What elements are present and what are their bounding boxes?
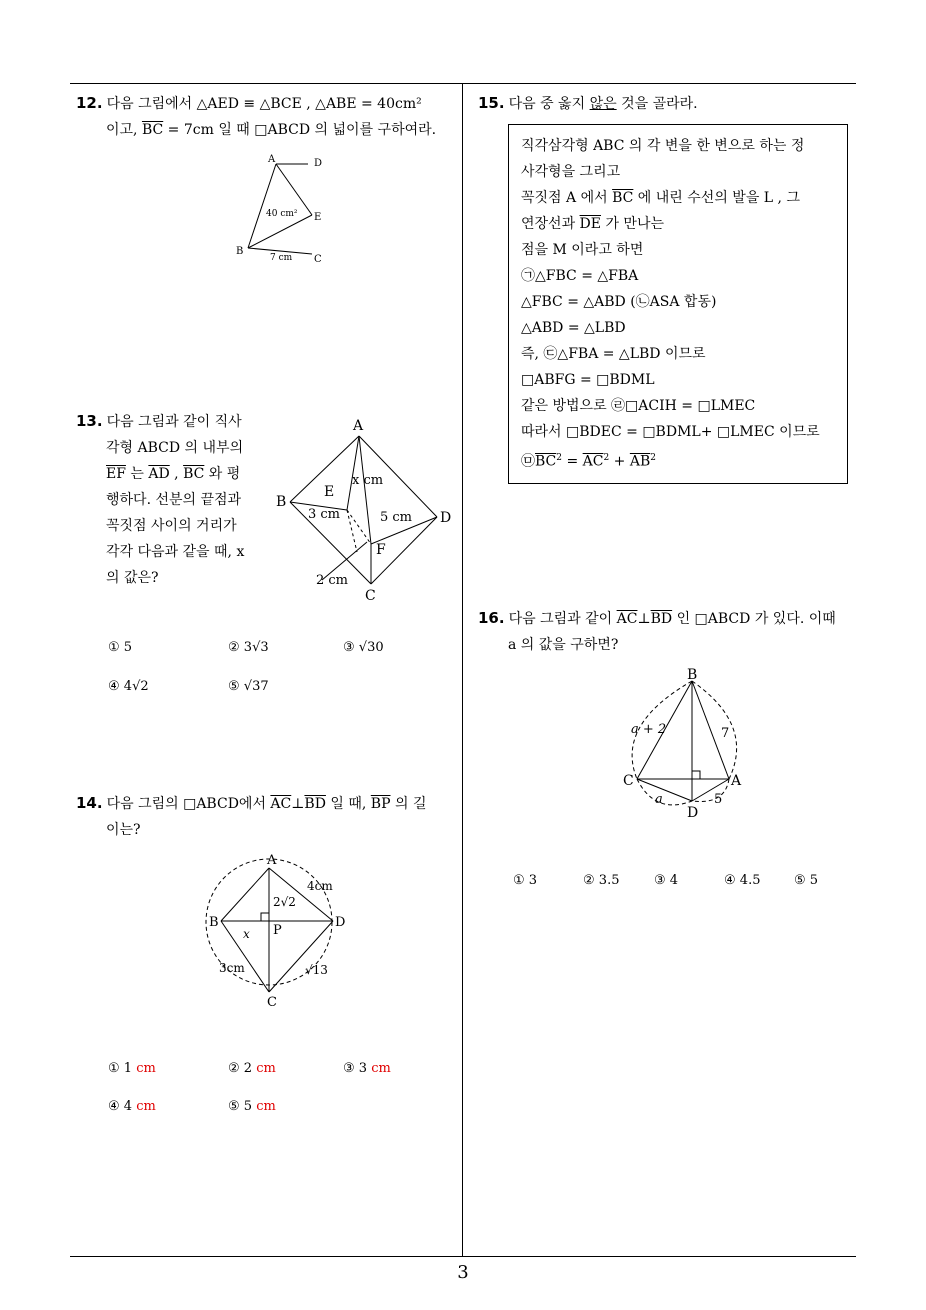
label-c: C — [267, 995, 277, 1010]
q13-option-5[interactable]: ⑤ √37 — [228, 679, 269, 694]
label-bp: x — [243, 927, 250, 941]
label-d: D — [440, 510, 452, 526]
label-d: D — [687, 805, 699, 821]
q16-option-1[interactable]: ① 3 — [513, 873, 538, 888]
label-a: A — [267, 853, 277, 868]
statement-5[interactable]: $㉤\overline{BC}^2 = \overline{AC}^2 + \overline{AB}^2$ — [521, 453, 656, 470]
label-bc-length: 7 cm — [270, 253, 293, 263]
label-f: F — [376, 542, 386, 558]
label-b: B — [687, 667, 698, 683]
column-divider — [462, 83, 463, 1257]
q14-figure — [205, 850, 355, 1010]
bottom-rule — [70, 1256, 856, 1257]
label-b: B — [209, 915, 219, 930]
question-13: 13. 다음 그림과 같이 직사 각형 ABCD 의 내부의 $\overline{EF}$ 는 $\overline{AD}$ , $\overline{BC}$ 와 평 행하다. 선분의 끝점과 꼭짓점 사이의 거리가 각각 다음과 같을 때, x 의 값은? — [76, 412, 245, 586]
q14-option-1[interactable]: ① 1 cm — [108, 1061, 156, 1076]
question-number: 15. — [478, 94, 505, 112]
label-e: E — [324, 484, 335, 500]
question-number: 12. — [76, 94, 103, 112]
q16-option-3[interactable]: ③ 4 — [654, 873, 679, 888]
q16-figure — [615, 665, 755, 825]
label-bc: 3cm — [219, 961, 245, 975]
label-bc: a + 2 — [631, 722, 667, 737]
q16-option-2[interactable]: ② 3.5 — [583, 873, 620, 888]
question-number: 16. — [478, 609, 505, 627]
label-c: C — [365, 588, 376, 604]
label-5cm: 5 cm — [380, 510, 413, 525]
label-ad: 5 — [714, 792, 723, 807]
question-number: 14. — [76, 794, 103, 812]
q16-option-4[interactable]: ④ 4.5 — [724, 873, 761, 888]
page-number: 3 — [457, 1262, 469, 1283]
q13-figure — [272, 412, 462, 607]
question-number: 13. — [76, 412, 103, 430]
label-x: x cm — [352, 473, 384, 488]
label-3cm: 3 cm — [308, 507, 341, 522]
label-c: C — [623, 773, 634, 789]
top-rule — [70, 83, 856, 84]
label-ap: 2√2 — [273, 895, 296, 909]
q14-option-5[interactable]: ⑤ 5 cm — [228, 1099, 276, 1114]
statement-4[interactable]: 같은 방법으로 ㉣□ACIH = □LMEC — [521, 398, 756, 414]
q13-option-3[interactable]: ③ √30 — [343, 640, 384, 655]
question-text: 다음 그림에서 △AED ≡ △BCE , △ABE = 40cm² — [106, 96, 422, 112]
label-a: A — [353, 418, 364, 434]
q14-option-4[interactable]: ④ 4 cm — [108, 1099, 156, 1114]
label-2cm: 2 cm — [316, 573, 349, 588]
question-12: 12. 다음 그림에서 △AED ≡ △BCE , △ABE = 40cm² 이고, $\overline{BC} = 7cm$ 일 때 □ABCD 의 넓이를 구하여라. — [76, 94, 437, 138]
label-b: B — [276, 494, 287, 510]
label-cd: √13 — [305, 963, 328, 977]
label-p: P — [273, 923, 282, 938]
q13-option-4[interactable]: ④ 4√2 — [108, 679, 149, 694]
q16-option-5[interactable]: ⑤ 5 — [794, 873, 819, 888]
label-area: 40 cm² — [266, 209, 298, 219]
label-b: B — [236, 246, 244, 257]
label-c: C — [314, 254, 322, 265]
statement-3[interactable]: 즉, ㉢△FBA = △LBD 이므로 — [521, 346, 706, 362]
question-16: 16. 다음 그림과 같이 $\overline{AC}\perp\overline{BD}$ 인 □ABCD 가 있다. 이때 a 의 값을 구하면? — [478, 609, 836, 653]
q14-option-2[interactable]: ② 2 cm — [228, 1061, 276, 1076]
question-15: 15. 다음 중 옳지 않은 것을 골라라. — [478, 94, 698, 112]
label-a: A — [731, 773, 742, 789]
segment-bc: $\overline{BC}$ — [141, 122, 164, 138]
label-ad: 4cm — [307, 879, 333, 893]
label-e: E — [314, 212, 322, 223]
question-14: 14. 다음 그림의 □ABCD에서 $\overline{AC}\perp\overline{BD}$ 일 때, $\overline{BP}$ 의 길 이는? — [76, 794, 427, 838]
q12-figure — [230, 150, 340, 265]
label-ab: 7 — [721, 726, 730, 741]
q14-option-3[interactable]: ③ 3 cm — [343, 1061, 391, 1076]
q13-option-1[interactable]: ① 5 — [108, 640, 133, 655]
q13-option-2[interactable]: ② 3√3 — [228, 640, 269, 655]
statement-2[interactable]: △FBC = △ABD (㉡ASA 합동) — [521, 294, 717, 310]
statement-1[interactable]: ㉠△FBC = △FBA — [521, 268, 639, 284]
label-a: A — [268, 154, 276, 165]
label-d: D — [314, 158, 323, 169]
label-d: D — [335, 915, 346, 930]
label-cd: a — [655, 792, 663, 807]
q15-statement-box: 직각삼각형 ABC 의 각 변을 한 변으로 하는 정 사각형을 그리고 꼭짓점 A 에서 $\overline{BC}$ 에 내린 수선의 발을 L , 그 연장선과 $\overline{DE}$ 가 만나는 점을 M 이라고 하면 ㉠△FBC = △FBA △FBC = △ABD (㉡ASA 합동) △ABD = △LBD 즉, ㉢△FBA = △LBD 이므로 □ABFG = □BDML 같은 방법으로 ㉣□ACIH = □LMEC 따라서 □BDEC = □BDML+ □LMEC 이므로 $㉤\overline{BC}^2 = \overline{AC}^2 + \overline{AB}^2$ — [508, 124, 848, 484]
